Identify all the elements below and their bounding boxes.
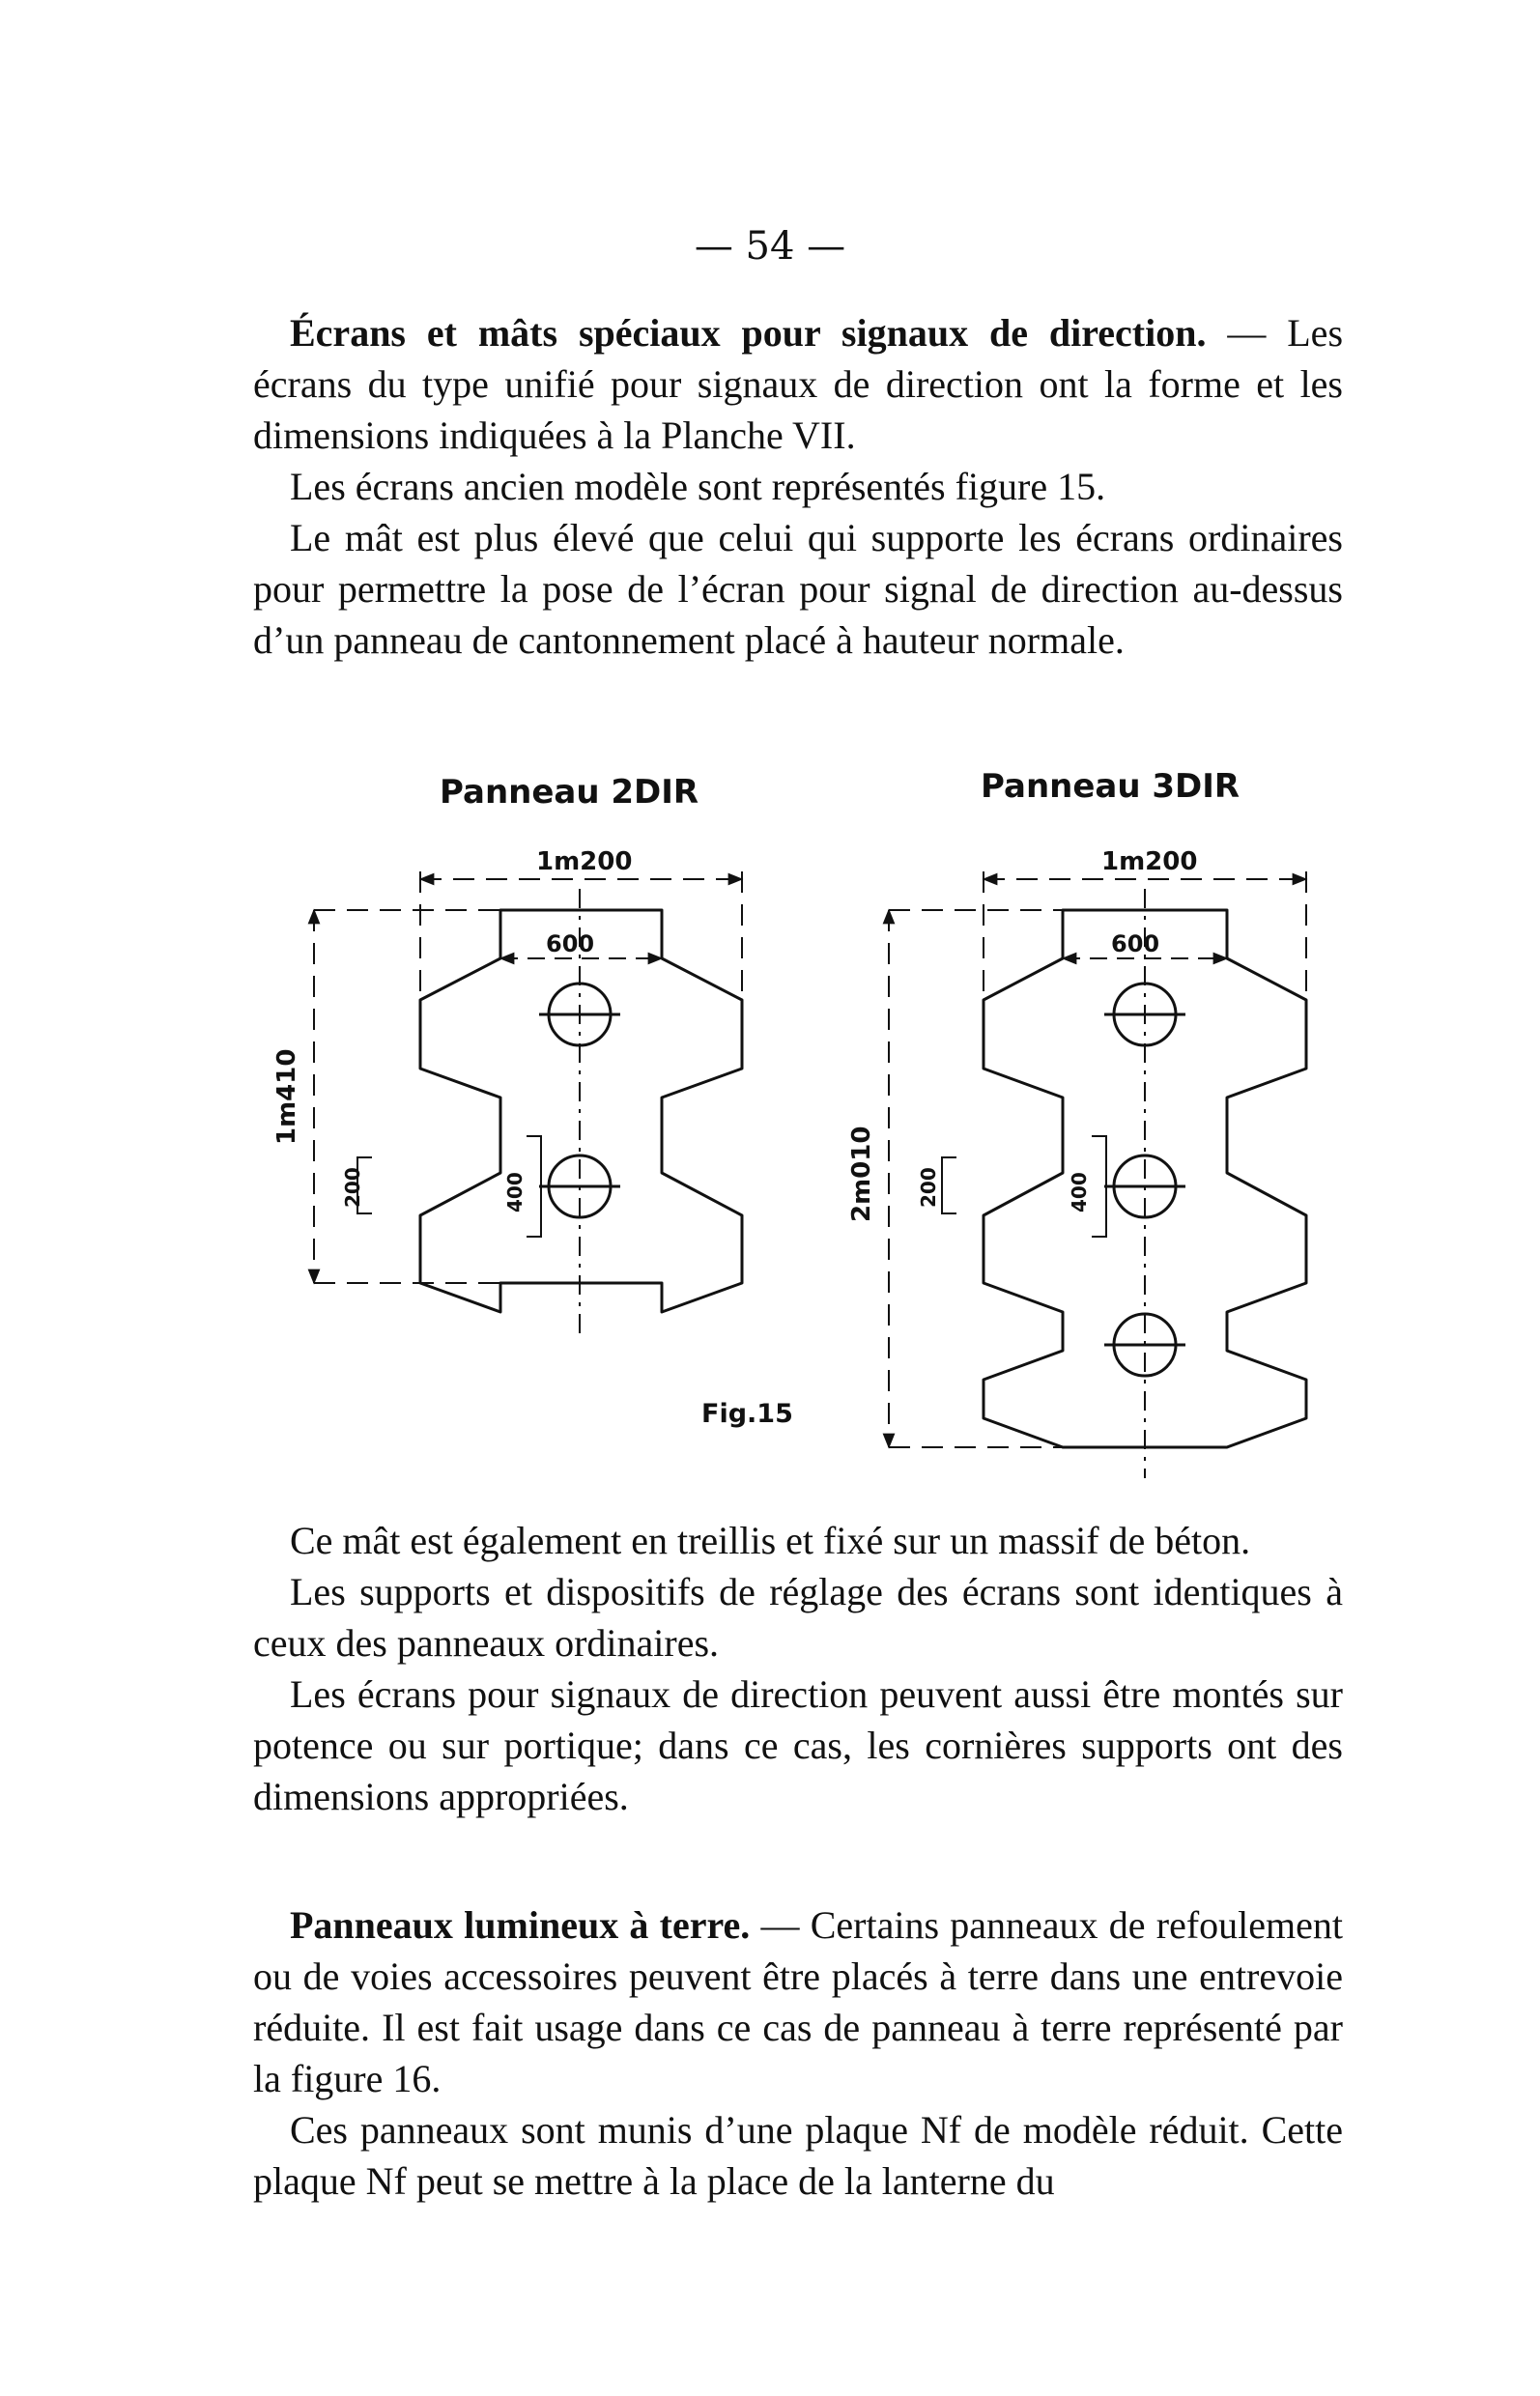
panel-3dir-tab-label: 200 <box>917 1167 940 1208</box>
paragraph: Le mât est plus élevé que celui qui supporte les écrans ordinaires pour permettre la pose de l’écran pour signal de direction au-dessus d’un panneau de cantonnement placé à hauteur normale. <box>253 516 1343 662</box>
figure-caption: Fig.15 <box>701 1399 793 1429</box>
paragraph: Les supports et dispositifs de réglage des écrans sont identiques à ceux des panneaux ordinaires. <box>253 1570 1343 1665</box>
panel-3dir-inner-width-label: 600 <box>1111 930 1160 957</box>
paragraph: Les écrans pour signaux de direction peuvent aussi être montés sur potence ou sur portique; dans ce cas, les cornières supports ont des dimensions appropriées. <box>253 1672 1343 1818</box>
paragraph: Les écrans ancien modèle sont représentés figure 15. <box>290 465 1106 508</box>
paragraph-text: Certains panneaux de refoulement ou de voies accessoires peuvent être placés à terre dans une entrevoie réduite. Il est fait usage dans ce cas de panneau à terre représenté par la figure 16. <box>253 1903 1344 2100</box>
panel-2dir-spacing-label: 400 <box>503 1172 527 1212</box>
panel-2dir-inner-width-label: 600 <box>546 930 595 957</box>
panel-2dir-height-label: 1m410 <box>272 1048 301 1145</box>
section-direction-screens <box>253 307 1343 666</box>
panel-3dir-height-label: 2m010 <box>847 1126 876 1222</box>
figure-drawing <box>0 754 1540 1488</box>
panel-2dir-title: Panneau 2DIR <box>440 773 699 812</box>
paragraph: Ces panneaux sont munis d’une plaque Nf de modèle réduit. Cette plaque Nf peut se mettre à la place de la lanterne du <box>253 2108 1343 2203</box>
heading-dash: — <box>1206 311 1288 355</box>
section-heading: Écrans et mâts spéciaux pour signaux de direction. <box>290 311 1207 355</box>
page-number: — 54 — <box>694 224 846 269</box>
paragraph: Ce mât est également en treillis et fixé sur un massif de béton. <box>290 1519 1251 1562</box>
panel-3dir-drawing <box>889 871 1306 1478</box>
panel-2dir-width-label: 1m200 <box>536 847 633 876</box>
panel-3dir-title: Panneau 3DIR <box>981 767 1241 806</box>
section-mast <box>253 1515 1343 1822</box>
panel-2dir-drawing <box>314 871 742 1333</box>
paragraph-text: Les écrans du type unifié pour signaux de direction ont la forme et les dimensions indiquées à la Planche VII. <box>253 311 1344 457</box>
figure-15 <box>0 754 1540 1488</box>
panel-2dir-outline <box>420 910 742 1312</box>
paragraph-intro <box>253 1899 1343 2104</box>
panel-2dir-tab-label: 200 <box>341 1167 364 1208</box>
paragraph-intro <box>253 307 1343 461</box>
heading-dash: — <box>750 1903 811 1947</box>
section-heading: Panneaux lumineux à terre. <box>290 1903 751 1947</box>
section-ground-panels <box>253 1899 1343 2207</box>
panel-3dir-spacing-label: 400 <box>1068 1172 1091 1212</box>
panel-3dir-width-label: 1m200 <box>1101 847 1198 876</box>
